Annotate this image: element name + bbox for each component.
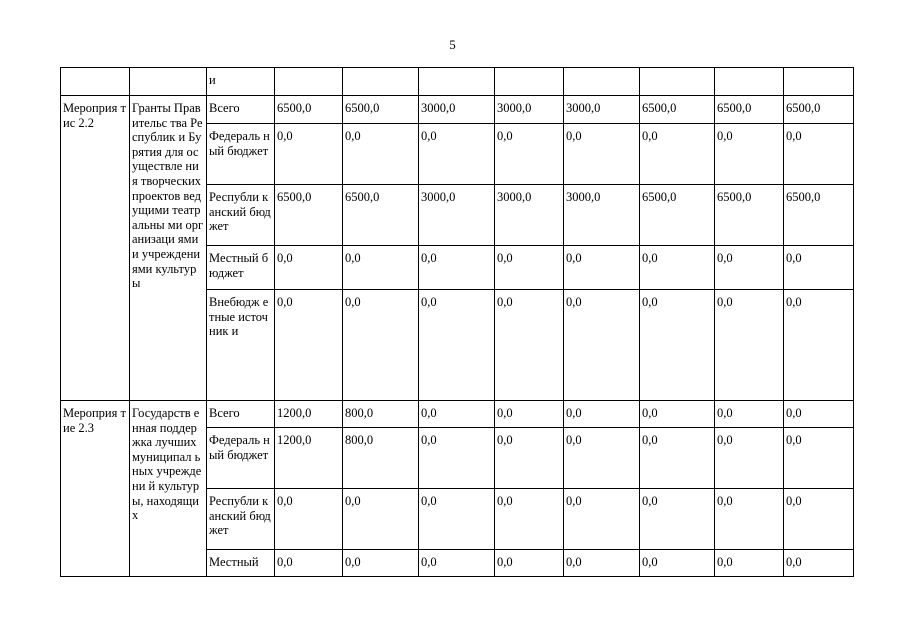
value-cell xyxy=(784,68,854,96)
value-cell: 0,0 xyxy=(419,401,495,428)
funding-source-cell: Внебюдж етные источник и xyxy=(207,290,275,401)
value-cell: 0,0 xyxy=(564,550,640,577)
value-cell: 6500,0 xyxy=(784,96,854,124)
value-cell: 0,0 xyxy=(640,489,715,550)
value-cell: 0,0 xyxy=(784,246,854,290)
value-cell: 0,0 xyxy=(343,489,419,550)
funding-source-cell: Федераль ный бюджет xyxy=(207,124,275,185)
funding-source-cell: Местный xyxy=(207,550,275,577)
value-cell xyxy=(343,68,419,96)
value-cell: 0,0 xyxy=(715,428,784,489)
measure-label-cell xyxy=(61,68,130,96)
budget-table xyxy=(60,67,854,577)
value-cell: 0,0 xyxy=(715,489,784,550)
value-cell: 800,0 xyxy=(343,428,419,489)
measure-name-cell: Гранты Правительс тва Республик и Бурятия для осуществле ния творческих проектов ведущими театральны ми организаци ями и учреждени ями культуры xyxy=(130,96,207,401)
value-cell: 0,0 xyxy=(564,489,640,550)
value-cell: 0,0 xyxy=(275,124,343,185)
value-cell: 0,0 xyxy=(715,290,784,401)
value-cell: 6500,0 xyxy=(715,96,784,124)
value-cell: 3000,0 xyxy=(495,185,564,246)
value-cell: 3000,0 xyxy=(564,185,640,246)
value-cell: 0,0 xyxy=(419,428,495,489)
value-cell: 0,0 xyxy=(784,401,854,428)
funding-source-cell: Республи канский бюджет xyxy=(207,489,275,550)
value-cell: 0,0 xyxy=(640,246,715,290)
value-cell: 0,0 xyxy=(495,246,564,290)
value-cell: 0,0 xyxy=(419,489,495,550)
page-number: 5 xyxy=(449,37,456,52)
value-cell: 0,0 xyxy=(275,246,343,290)
value-cell: 0,0 xyxy=(419,124,495,185)
value-cell: 0,0 xyxy=(784,428,854,489)
funding-source-cell: Республи канский бюджет xyxy=(207,185,275,246)
value-cell: 0,0 xyxy=(564,290,640,401)
value-cell: 0,0 xyxy=(784,489,854,550)
table-row xyxy=(61,96,854,124)
value-cell: 3000,0 xyxy=(419,96,495,124)
value-cell: 0,0 xyxy=(495,489,564,550)
value-cell: 3000,0 xyxy=(419,185,495,246)
funding-source-cell: Всего xyxy=(207,96,275,124)
value-cell: 0,0 xyxy=(275,489,343,550)
value-cell: 0,0 xyxy=(419,550,495,577)
value-cell: 800,0 xyxy=(343,401,419,428)
funding-source-cell: и xyxy=(207,68,275,96)
value-cell: 3000,0 xyxy=(564,96,640,124)
measure-name-cell: Государств енная поддержка лучших муниципал ьных учреждени й культуры, находящих xyxy=(130,401,207,577)
value-cell xyxy=(495,68,564,96)
value-cell: 6500,0 xyxy=(343,185,419,246)
value-cell: 6500,0 xyxy=(275,185,343,246)
funding-source-cell: Всего xyxy=(207,401,275,428)
value-cell: 1200,0 xyxy=(275,428,343,489)
value-cell: 1200,0 xyxy=(275,401,343,428)
value-cell: 0,0 xyxy=(715,550,784,577)
funding-source-cell: Федераль ный бюджет xyxy=(207,428,275,489)
value-cell: 0,0 xyxy=(419,290,495,401)
value-cell: 0,0 xyxy=(715,124,784,185)
value-cell xyxy=(640,68,715,96)
table-row xyxy=(61,68,854,96)
value-cell: 0,0 xyxy=(564,246,640,290)
measure-name-cell xyxy=(130,68,207,96)
value-cell xyxy=(419,68,495,96)
value-cell: 0,0 xyxy=(495,550,564,577)
value-cell xyxy=(715,68,784,96)
value-cell: 0,0 xyxy=(564,428,640,489)
value-cell: 6500,0 xyxy=(343,96,419,124)
value-cell: 0,0 xyxy=(640,401,715,428)
value-cell: 0,0 xyxy=(640,124,715,185)
value-cell: 0,0 xyxy=(564,124,640,185)
value-cell: 6500,0 xyxy=(640,96,715,124)
value-cell: 6500,0 xyxy=(715,185,784,246)
value-cell: 0,0 xyxy=(715,401,784,428)
value-cell: 0,0 xyxy=(495,428,564,489)
value-cell xyxy=(564,68,640,96)
value-cell: 0,0 xyxy=(784,124,854,185)
value-cell: 0,0 xyxy=(564,401,640,428)
value-cell: 0,0 xyxy=(343,124,419,185)
value-cell: 0,0 xyxy=(784,290,854,401)
value-cell: 6500,0 xyxy=(640,185,715,246)
value-cell: 0,0 xyxy=(640,290,715,401)
value-cell: 0,0 xyxy=(495,124,564,185)
measure-label-cell: Мероприя тие 2.3 xyxy=(61,401,130,577)
value-cell: 0,0 xyxy=(784,550,854,577)
value-cell: 0,0 xyxy=(275,290,343,401)
value-cell: 0,0 xyxy=(495,401,564,428)
value-cell: 0,0 xyxy=(275,550,343,577)
value-cell: 3000,0 xyxy=(495,96,564,124)
value-cell: 0,0 xyxy=(715,246,784,290)
value-cell: 0,0 xyxy=(343,246,419,290)
value-cell: 0,0 xyxy=(343,290,419,401)
value-cell xyxy=(275,68,343,96)
value-cell: 0,0 xyxy=(343,550,419,577)
value-cell: 6500,0 xyxy=(784,185,854,246)
table-row xyxy=(61,401,854,428)
funding-source-cell: Местный бюджет xyxy=(207,246,275,290)
measure-label-cell: Мероприя тис 2.2 xyxy=(61,96,130,401)
value-cell: 0,0 xyxy=(419,246,495,290)
value-cell: 6500,0 xyxy=(275,96,343,124)
value-cell: 0,0 xyxy=(640,428,715,489)
value-cell: 0,0 xyxy=(495,290,564,401)
value-cell: 0,0 xyxy=(640,550,715,577)
